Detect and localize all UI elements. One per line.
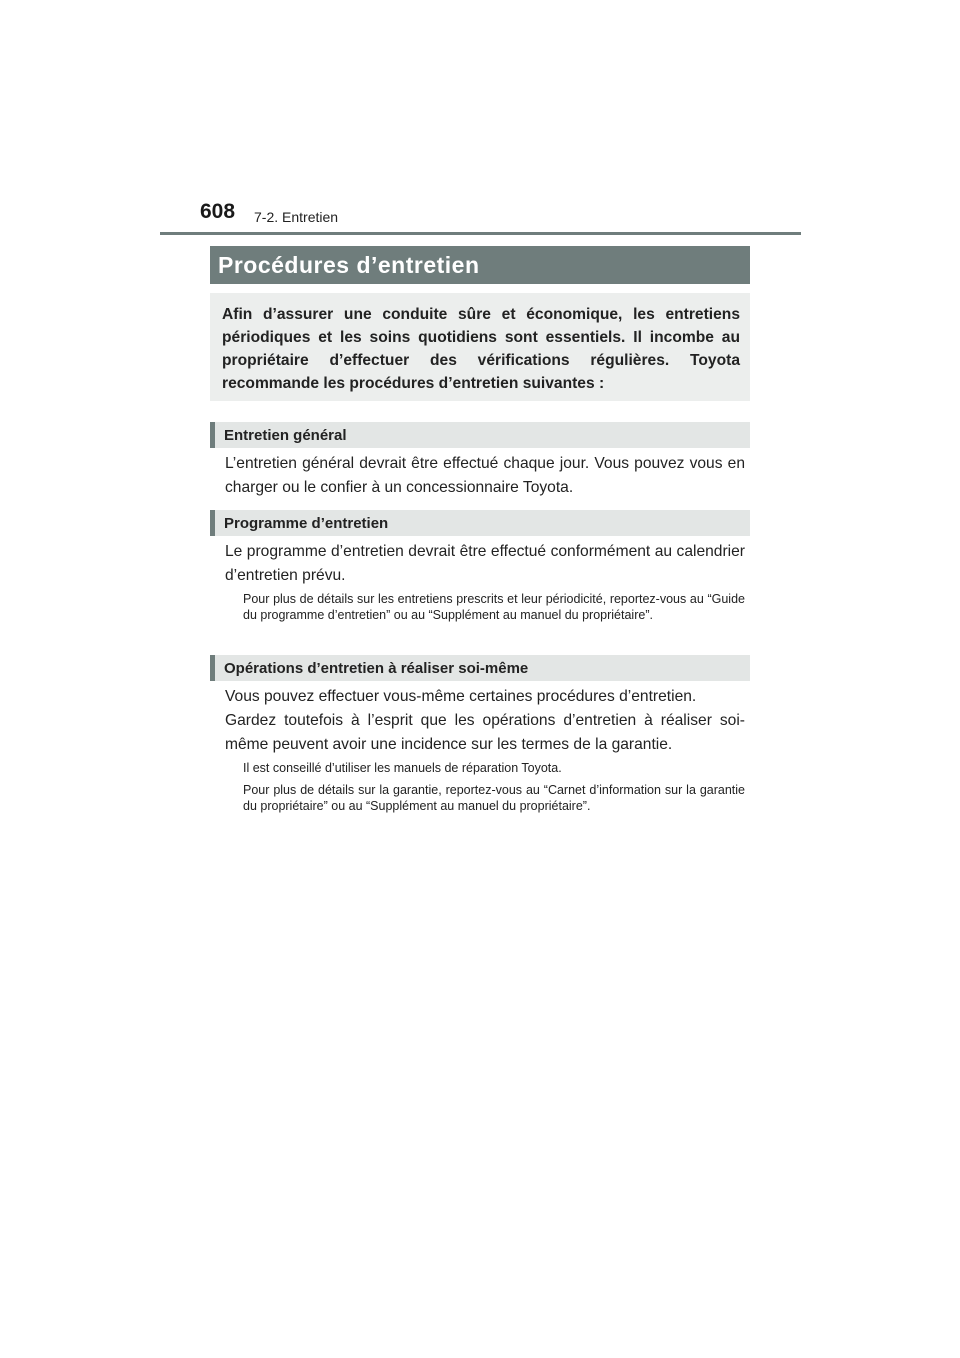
header-divider xyxy=(160,232,801,235)
intro-text: Afin d’assurer une conduite sûre et économique, les entretiens périodiques et les soins quotidiens sont essentiels. Il incombe au propriétaire d’effectuer des vérifications régulières. Toyota recommande les procédures d’entretien suivantes : xyxy=(222,306,740,392)
note-programme-entretien: Pour plus de détails sur les entretiens prescrits et leur périodicité, reportez-vous au “Guide du programme d’entretien” ou au “Supplément au manuel du propriétaire”. xyxy=(243,592,745,622)
page-title: Procédures d’entretien xyxy=(218,251,480,278)
page-header xyxy=(0,0,960,240)
body-operations-line-1: Vous pouvez effectuer vous-même certaines procédures d’entretien. xyxy=(225,688,697,705)
subhead-label: Opérations d’entretien à réaliser soi-même xyxy=(224,659,529,677)
subhead-programme-entretien xyxy=(210,510,750,536)
note-operations-1: Il est conseillé d’utiliser les manuels de réparation Toyota. xyxy=(243,761,562,775)
intro-box xyxy=(210,293,750,401)
page-number: 608 xyxy=(200,200,236,223)
subhead-label: Programme d’entretien xyxy=(224,514,389,532)
subhead-entretien-general xyxy=(210,422,750,448)
subhead-operations-soi-meme xyxy=(210,655,750,681)
body-operations-line-2: Gardez toutefois à l’esprit que les opérations d’entretien à réaliser soi-même peuvent avoir une incidence sur les termes de la garantie. xyxy=(225,712,745,753)
note-operations-2: Pour plus de détails sur la garantie, reportez-vous au “Carnet d’information sur la garantie du propriétaire” ou au “Supplément au manuel du propriétaire”. xyxy=(243,783,745,813)
section-reference: 7-2. Entretien xyxy=(254,209,339,225)
body-entretien-general: L’entretien général devrait être effectué chaque jour. Vous pouvez vous en charger ou le confier à un concessionnaire Toyota. xyxy=(225,455,745,496)
title-banner xyxy=(210,246,750,284)
body-programme-entretien: Le programme d’entretien devrait être effectué conformément au calendrier d’entretien prévu. xyxy=(225,543,745,584)
subhead-label: Entretien général xyxy=(224,426,347,444)
